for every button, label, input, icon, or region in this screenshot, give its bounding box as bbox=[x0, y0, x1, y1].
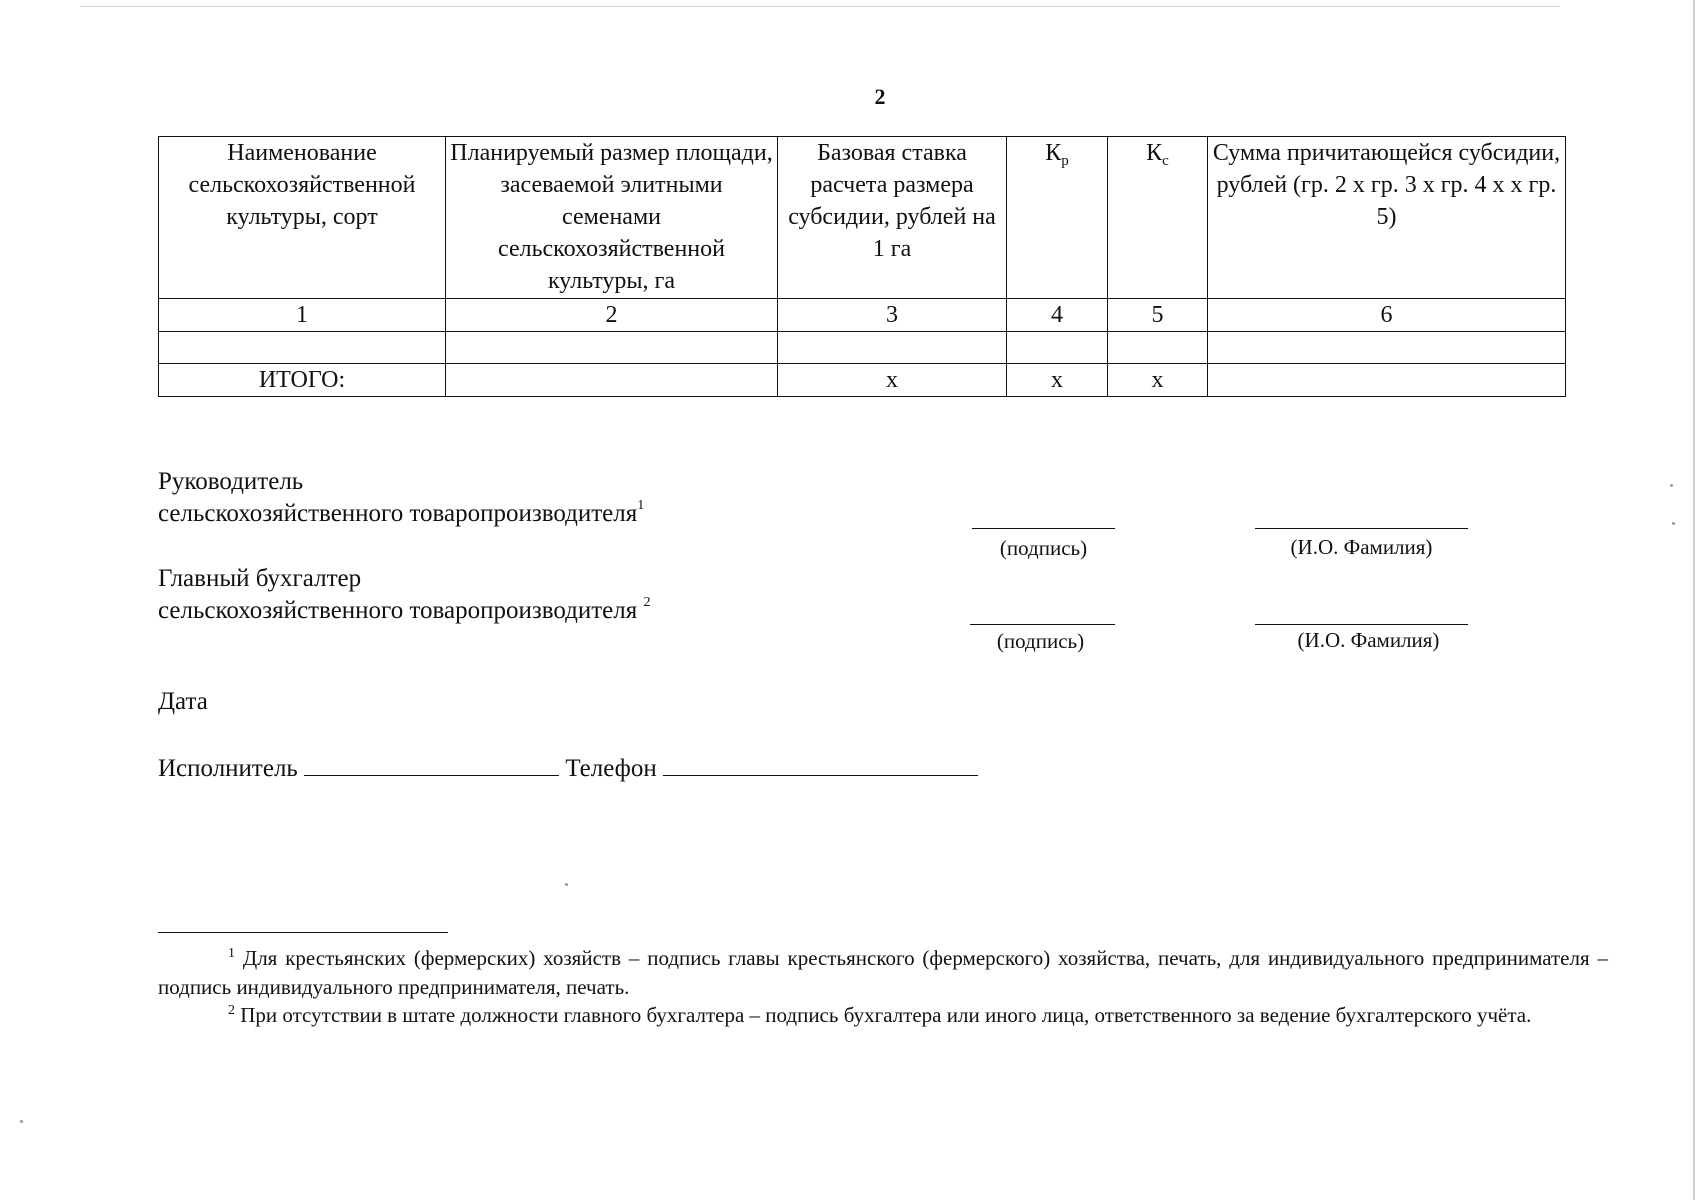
head-signature-line bbox=[972, 528, 1115, 529]
accountant-name-line bbox=[1255, 624, 1468, 625]
total-cell bbox=[1208, 364, 1566, 397]
executor-label: Исполнитель bbox=[158, 755, 298, 782]
table-cell bbox=[1208, 332, 1566, 364]
column-number: 1 bbox=[159, 299, 446, 332]
column-number: 5 bbox=[1108, 299, 1208, 332]
phone-field[interactable] bbox=[663, 751, 978, 776]
total-cell bbox=[446, 364, 778, 397]
page-number: 2 bbox=[874, 84, 886, 109]
kc-letter: К bbox=[1146, 140, 1163, 166]
accountant-title-line2: сельскохозяйственного товаропроизводителя $^2$ bbox=[158, 595, 651, 624]
total-cell: х bbox=[1108, 364, 1208, 397]
footnote-1 bbox=[158, 944, 1608, 1002]
table-row bbox=[159, 332, 1566, 364]
head-name-caption: (И.О. Фамилия) bbox=[1290, 535, 1433, 559]
header-crop-name: Наименование сельскохозяйственной культуры, сорт bbox=[159, 137, 446, 299]
accountant-signatory-title bbox=[158, 563, 651, 627]
accountant-signature-caption: (подпись) bbox=[996, 629, 1085, 653]
scan-edge-right bbox=[1693, 0, 1695, 1200]
footnote-ref: 1 bbox=[637, 498, 645, 513]
accountant-title-line1: Главный бухгалтер bbox=[158, 565, 362, 592]
scan-speck bbox=[1670, 484, 1673, 487]
column-number: 2 bbox=[446, 299, 778, 332]
header-planned-area: Планируемый размер площади, засеваемой элитными семенами сельскохозяйственной культуры, га bbox=[446, 137, 778, 299]
footnote-mark: 2 bbox=[228, 1003, 235, 1018]
subsidy-table bbox=[158, 136, 1566, 397]
accountant-name-caption: (И.О. Фамилия) bbox=[1297, 628, 1440, 652]
scan-speck bbox=[1672, 522, 1675, 525]
header-kc bbox=[1108, 137, 1208, 299]
executor-field[interactable] bbox=[304, 751, 559, 776]
table-header-row bbox=[159, 137, 1566, 299]
footnote-text: При отсутствии в штате должности главного бухгалтера – подпись бухгалтера или иного лица, ответственного за ведение бухгалтерского учёта. bbox=[240, 1003, 1532, 1027]
total-cell: х bbox=[778, 364, 1007, 397]
column-number: 3 bbox=[778, 299, 1007, 332]
table-cell bbox=[1108, 332, 1208, 364]
footnote-2 bbox=[158, 1001, 1608, 1030]
scan-speck bbox=[565, 883, 568, 886]
kr-subscript: р bbox=[1061, 153, 1069, 169]
executor-phone-line bbox=[158, 751, 978, 785]
phone-label: Телефон bbox=[565, 755, 657, 782]
kc-subscript: с bbox=[1162, 153, 1169, 169]
footnote-text: Для крестьянских (фермерских) хозяйств – подпись главы крестьянского (фермерского) хозяйства, печать, для индивидуального предпринимателя – подпись индивидуального предпринимателя, печать. bbox=[158, 946, 1609, 999]
head-name-line bbox=[1255, 528, 1468, 529]
footnote-mark: 1 bbox=[228, 946, 235, 961]
kr-letter: К bbox=[1045, 140, 1062, 166]
table-cell bbox=[159, 332, 446, 364]
table-cell bbox=[1007, 332, 1108, 364]
footnote-ref: 2 bbox=[643, 595, 651, 610]
table-cell bbox=[446, 332, 778, 364]
header-kr bbox=[1007, 137, 1108, 299]
scan-edge-top bbox=[80, 6, 1560, 7]
date-label: Дата bbox=[158, 688, 208, 715]
column-number: 6 bbox=[1208, 299, 1566, 332]
column-number: 4 bbox=[1007, 299, 1108, 332]
head-title-line2: сельскохозяйственного товаропроизводителя$^1$ bbox=[158, 498, 645, 527]
total-label: ИТОГО: bbox=[159, 364, 446, 397]
head-title-line1: Руководитель bbox=[158, 468, 304, 495]
total-cell: х bbox=[1007, 364, 1108, 397]
scan-speck bbox=[20, 1120, 23, 1123]
table-cell bbox=[778, 332, 1007, 364]
header-base-rate: Базовая ставка расчета размера субсидии, рублей на 1 га bbox=[778, 137, 1007, 299]
header-subsidy-sum: Сумма причитающейся субсидии, рублей (гр. 2 х гр. 3 х гр. 4 х х гр. 5) bbox=[1208, 137, 1566, 299]
head-signatory-title bbox=[158, 466, 644, 530]
total-row bbox=[159, 364, 1566, 397]
head-signature-caption: (подпись) bbox=[999, 536, 1088, 560]
footnote-separator bbox=[158, 932, 448, 933]
accountant-signature-line bbox=[970, 624, 1115, 625]
column-numbers-row bbox=[159, 299, 1566, 332]
